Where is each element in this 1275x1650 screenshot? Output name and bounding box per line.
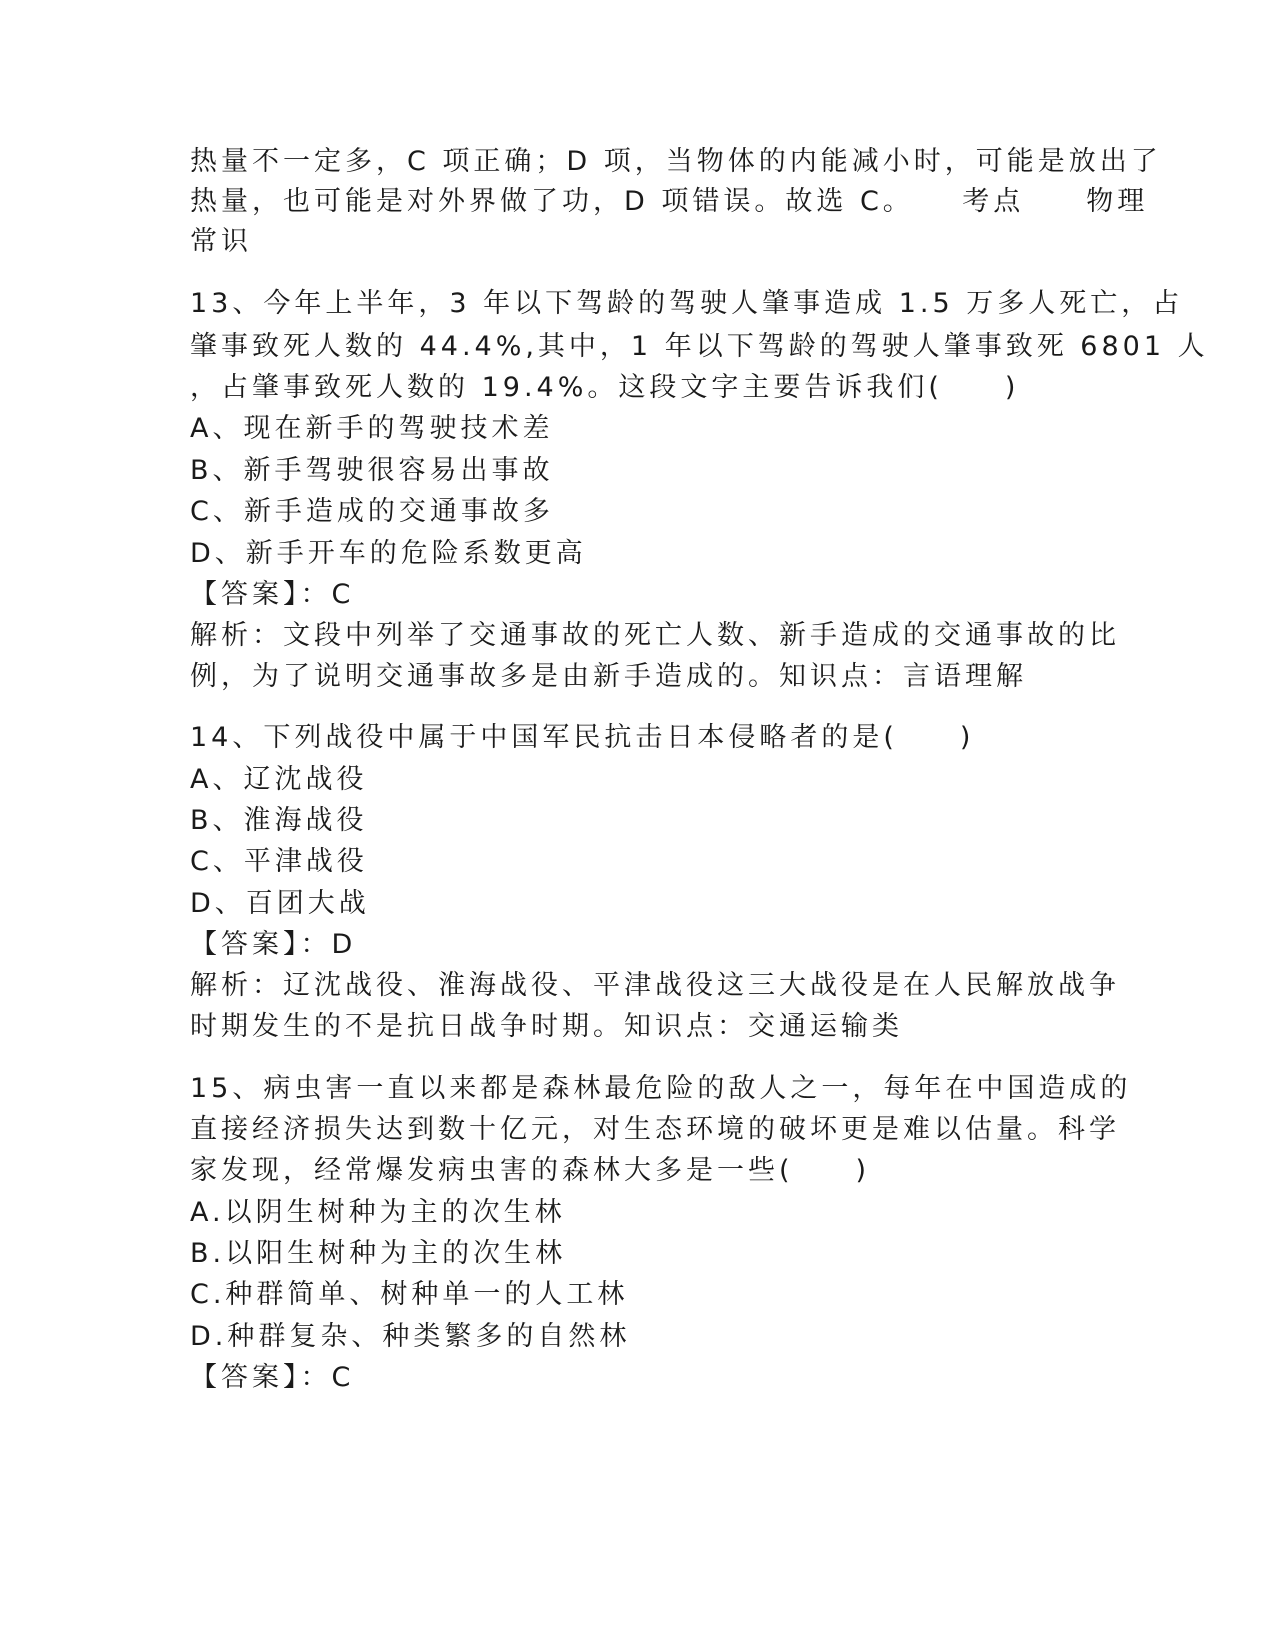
intro-line: 热量，也可能是对外界做了功，D 项错误。故选 C。 考点 物理 bbox=[190, 186, 1149, 217]
q14-option-a: A、辽沈战役 bbox=[190, 764, 368, 795]
q14-analysis-line: 解析：辽沈战役、淮海战役、平津战役这三大战役是在人民解放战争 bbox=[190, 970, 1120, 1001]
q14-analysis-line: 时期发生的不是抗日战争时期。知识点：交通运输类 bbox=[190, 1011, 903, 1042]
q13-option-a: A、现在新手的驾驶技术差 bbox=[190, 413, 554, 444]
q15-stem-line: 直接经济损失达到数十亿元，对生态环境的破坏更是难以估量。科学 bbox=[190, 1114, 1120, 1145]
q15-option-c: C.种群简单、树种单一的人工林 bbox=[190, 1279, 629, 1310]
q15-stem-line: 家发现，经常爆发病虫害的森林大多是一些( ) bbox=[190, 1155, 871, 1186]
q15-option-d: D.种群复杂、种类繁多的自然林 bbox=[190, 1321, 631, 1352]
q15-stem-line: 15、病虫害一直以来都是森林最危险的敌人之一，每年在中国造成的 bbox=[190, 1073, 1132, 1104]
q15-option-b: B.以阳生树种为主的次生林 bbox=[190, 1238, 567, 1269]
q13-option-b: B、新手驾驶很容易出事故 bbox=[190, 455, 554, 486]
q14-option-d: D、百团大战 bbox=[190, 888, 370, 919]
q15-answer: 【答案】：C bbox=[190, 1362, 355, 1393]
q15-option-a: A.以阴生树种为主的次生林 bbox=[190, 1197, 566, 1228]
q13-stem-line: ，占肇事致死人数的 19.4%。这段文字主要告诉我们( ) bbox=[190, 372, 1020, 403]
q13-answer: 【答案】：C bbox=[190, 579, 355, 610]
intro-line: 热量不一定多，C 项正确；D 项，当物体的内能减小时，可能是放出了 bbox=[190, 146, 1162, 177]
q13-stem-line: 13、今年上半年，3 年以下驾龄的驾驶人肇事造成 1.5 万多人死亡，占 bbox=[190, 288, 1184, 319]
q13-option-c: C、新手造成的交通事故多 bbox=[190, 496, 554, 527]
q14-stem-line: 14、下列战役中属于中国军民抗击日本侵略者的是( ) bbox=[190, 722, 975, 753]
q13-option-d: D、新手开车的危险系数更高 bbox=[190, 538, 587, 569]
q13-analysis-line: 解析：文段中列举了交通事故的死亡人数、新手造成的交通事故的比 bbox=[190, 620, 1120, 651]
intro-line: 常识 bbox=[190, 226, 252, 257]
q14-option-c: C、平津战役 bbox=[190, 846, 368, 877]
q14-option-b: B、淮海战役 bbox=[190, 805, 368, 836]
q13-stem-line: 肇事致死人数的 44.4%,其中，1 年以下驾龄的驾驶人肇事致死 6801 人 bbox=[190, 331, 1209, 362]
q13-analysis-line: 例，为了说明交通事故多是由新手造成的。知识点：言语理解 bbox=[190, 661, 1027, 692]
q14-answer: 【答案】：D bbox=[190, 929, 357, 960]
